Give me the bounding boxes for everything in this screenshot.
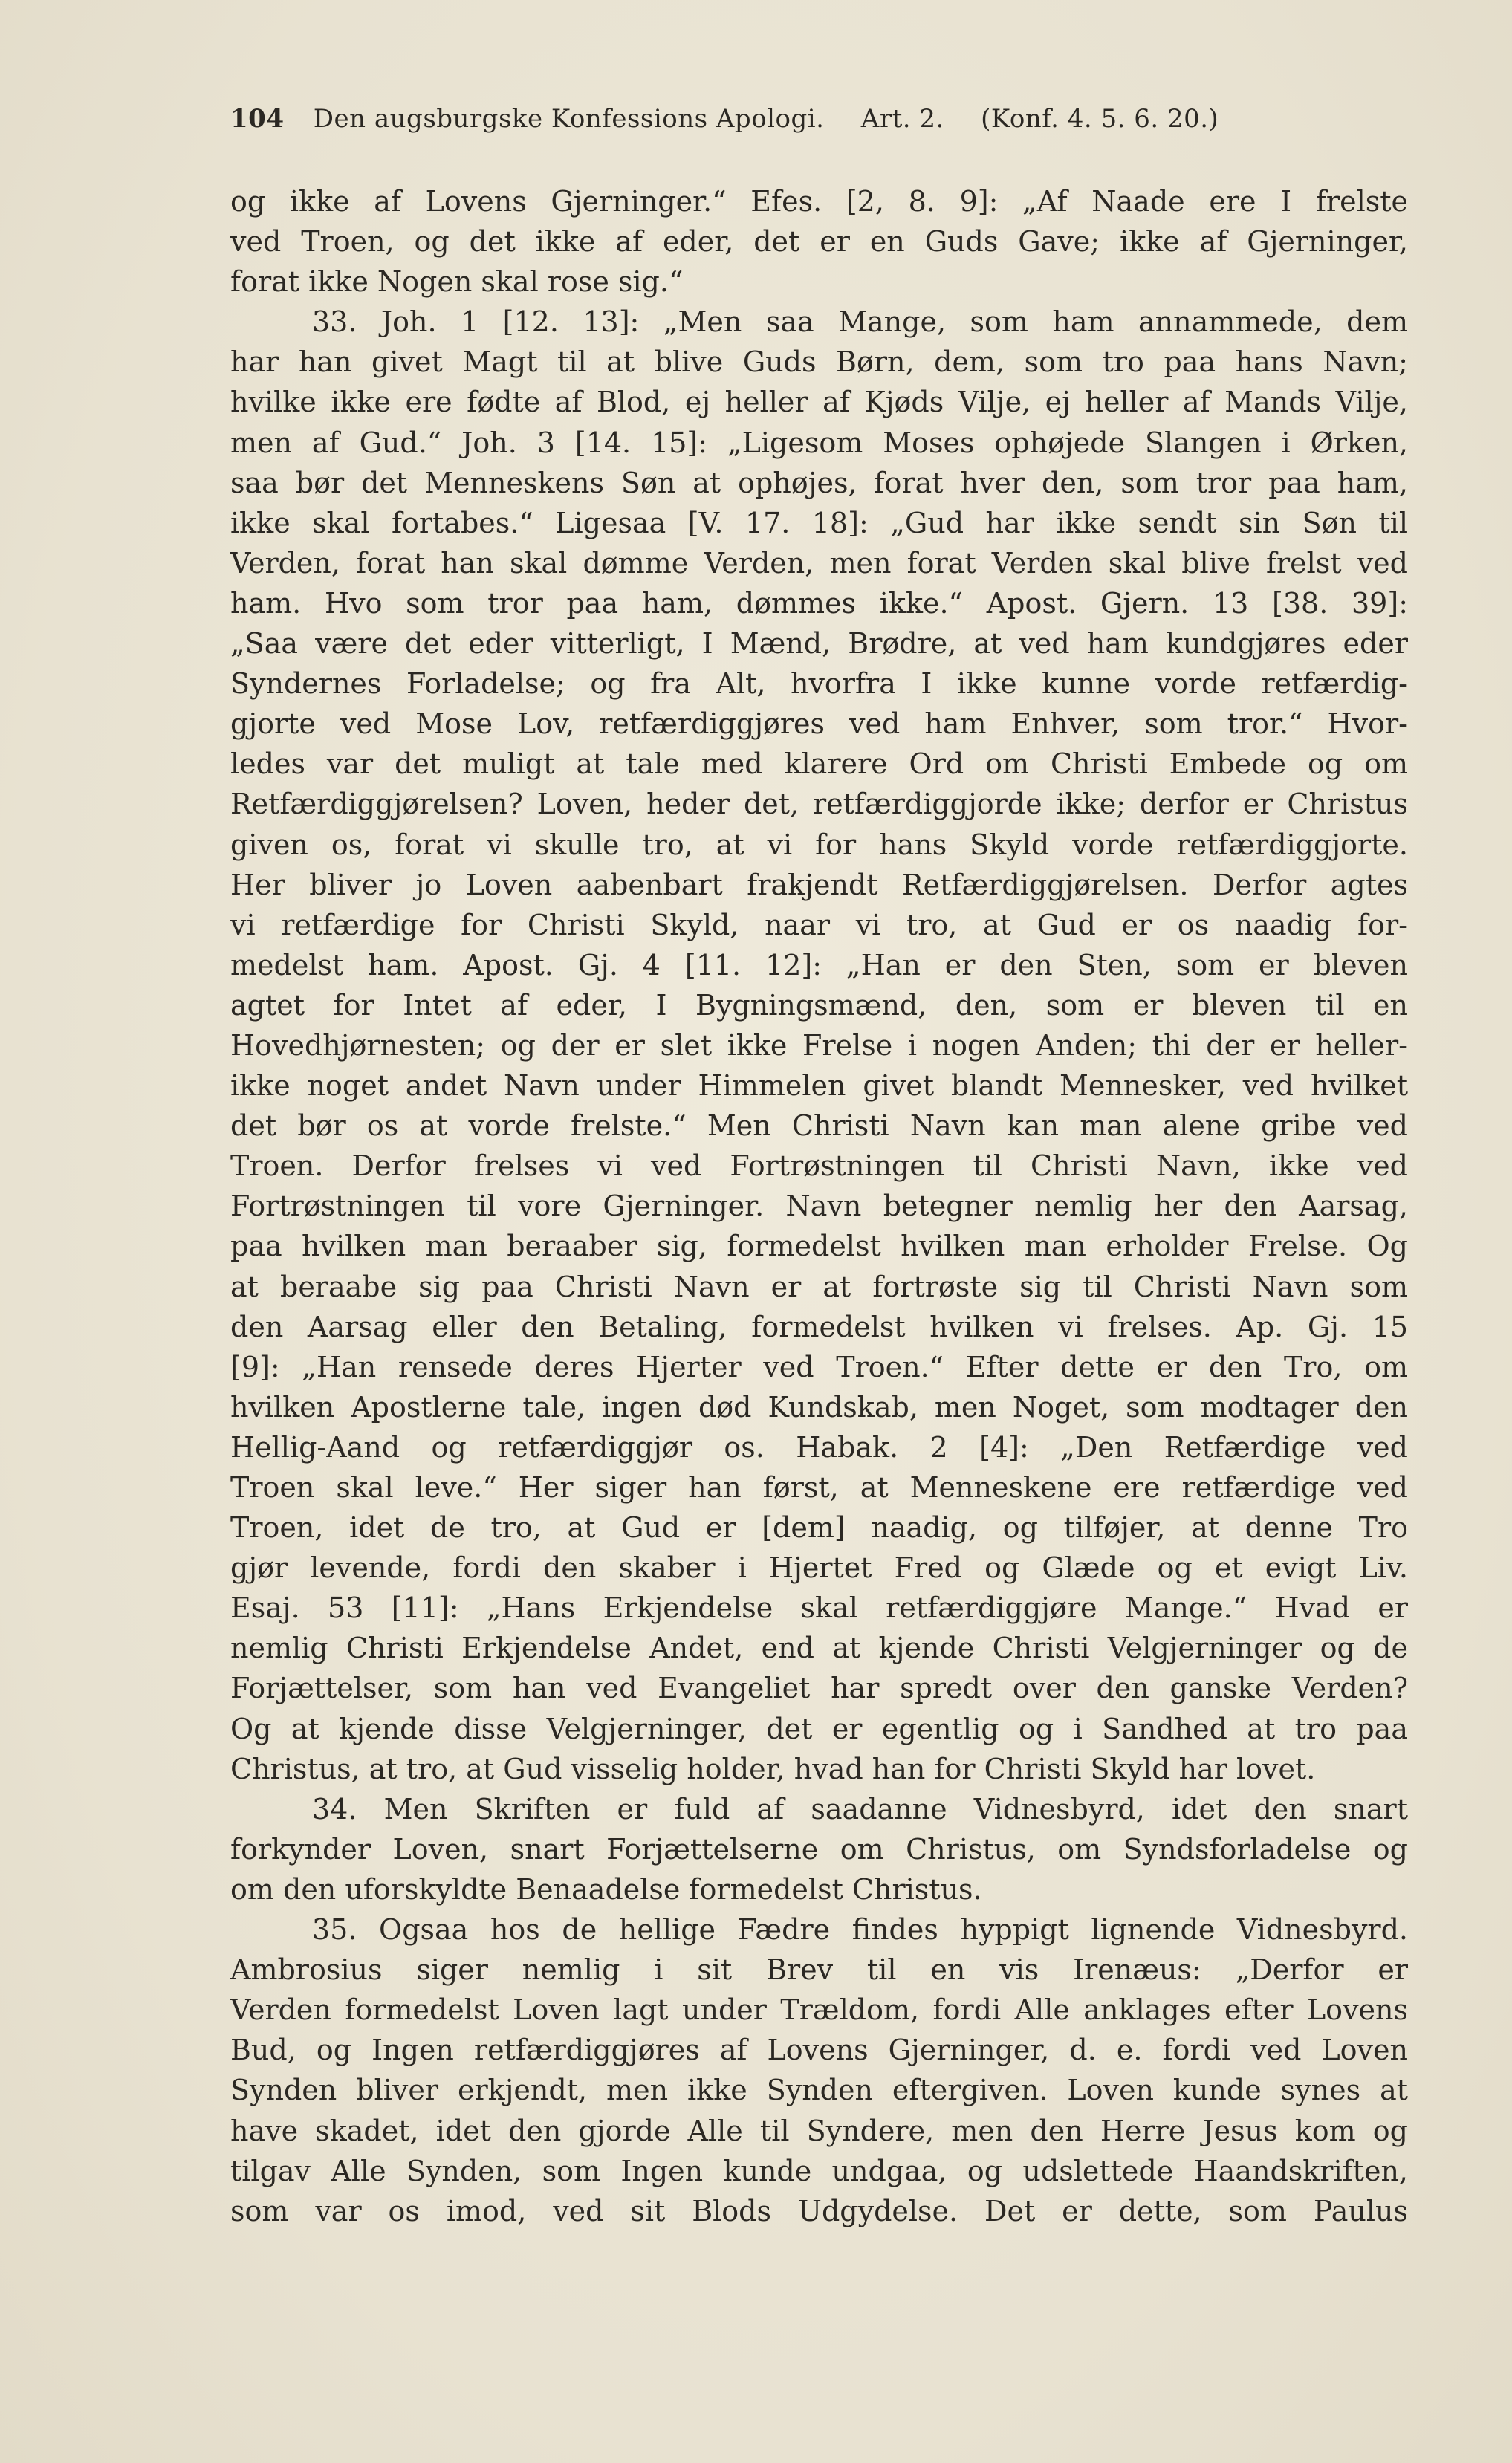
text-line: ikke noget andet Navn under Himmelen givet blandt Mennesker, ved hvilket xyxy=(230,1069,1408,1103)
text-line: paa hvilken man beraaber sig, formedelst hvilken man erholder Frelse. Og xyxy=(230,1230,1408,1263)
text-line: have skadet, idet den gjorde Alle til Syndere, men den Herre Jesus kom og xyxy=(230,2114,1408,2147)
text-line: Syndernes Forladelse; og fra Alt, hvorfra I ikke kunne vorde retfærdig- xyxy=(230,667,1408,701)
text-line: Ambrosius siger nemlig i sit Brev til en vis Irenæus: „Derfor er xyxy=(230,1953,1408,1987)
text-line: agtet for Intet af eder, I Bygningsmænd, den, som er bleven til en xyxy=(230,988,1408,1022)
text-line: given os, forat vi skulle tro, at vi for hans Skyld vorde retfærdiggjorte. xyxy=(230,828,1408,861)
text-line: Verden formedelst Loven lagt under Trældom, fordi Alle anklages efter Lovens xyxy=(230,1993,1408,2027)
text-line: saa bør det Menneskens Søn at ophøjes, forat hver den, som tror paa ham, xyxy=(230,466,1408,499)
text-line: har han givet Magt til at blive Guds Børn, dem, som tro paa hans Navn; xyxy=(230,345,1408,379)
text-line: 33. Joh. 1 [12. 13]: „Men saa Mange, som ham annammede, dem xyxy=(312,305,1408,339)
text-line: ikke skal fortabes.“ Ligesaa [V. 17. 18]: „Gud har ikke sendt sin Søn til xyxy=(230,506,1408,539)
text-line: Esaj. 53 [11]: „Hans Erkjendelse skal retfærdiggjøre Mange.“ Hvad er xyxy=(230,1591,1408,1625)
text-line: forat ikke Nogen skal rose sig.“ xyxy=(230,265,684,299)
header-article: Art. 2. xyxy=(860,104,944,134)
text-line: Synden bliver erkjendt, men ikke Synden eftergiven. Loven kunde synes at xyxy=(230,2074,1408,2107)
text-line: og ikke af Lovens Gjerninger.“ Efes. [2, 8. 9]: „Af Naade ere I frelste xyxy=(230,185,1408,218)
text-line: Troen. Derfor frelses vi ved Fortrøstningen til Christi Navn, ikke ved xyxy=(230,1149,1408,1183)
text-line: 35. Ogsaa hos de hellige Fædre findes hyppigt lignende Vidnesbyrd. xyxy=(312,1913,1408,1947)
text-line: vi retfærdige for Christi Skyld, naar vi tro, at Gud er os naadig for- xyxy=(230,908,1408,941)
text-line: den Aarsag eller den Betaling, formedelst hvilken vi frelses. Ap. Gj. 15 xyxy=(230,1310,1408,1343)
text-line: Troen skal leve.“ Her siger han først, at Menneskene ere retfærdige ved xyxy=(230,1471,1408,1504)
text-line: Troen, idet de tro, at Gud er [dem] naadig, og tilføjer, at denne Tro xyxy=(230,1511,1408,1545)
text-line: nemlig Christi Erkjendelse Andet, end at kjende Christi Velgjerninger og de xyxy=(230,1632,1408,1665)
text-line: Christus, at tro, at Gud visselig holder, hvad han for Christi Skyld har lovet. xyxy=(230,1752,1316,1785)
text-line: tilgav Alle Synden, som Ingen kunde undgaa, og udslettede Haandskriften, xyxy=(230,2154,1408,2187)
running-header xyxy=(230,104,1330,134)
text-line: 34. Men Skriften er fuld af saadanne Vidnesbyrd, idet den snart xyxy=(312,1792,1408,1826)
text-line: forkynder Loven, snart Forjættelserne om Christus, om Syndsforladelse og xyxy=(230,1832,1408,1866)
text-line: men af Gud.“ Joh. 3 [14. 15]: „Ligesom Moses ophøjede Slangen i Ørken, xyxy=(230,426,1408,459)
page-number: 104 xyxy=(230,104,285,134)
text-line: Her bliver jo Loven aabenbart frakjendt Retfærdiggjørelsen. Derfor agtes xyxy=(230,868,1408,901)
text-line: Verden, forat han skal dømme Verden, men forat Verden skal blive frelst ved xyxy=(230,546,1408,580)
text-line: om den uforskyldte Benaadelse formedelst Christus. xyxy=(230,1872,982,1906)
header-title: Den augsburgske Konfessions Apologi. xyxy=(313,104,825,134)
text-line: som var os imod, ved sit Blods Udgydelse. Det er dette, som Paulus xyxy=(230,2194,1408,2227)
text-line: [9]: „Han rensede deres Hjerter ved Troen.“ Efter dette er den Tro, om xyxy=(230,1350,1408,1383)
text-line: det bør os at vorde frelste.“ Men Christi Navn kan man alene gribe ved xyxy=(230,1109,1408,1143)
text-line: Fortrøstningen til vore Gjerninger. Navn betegner nemlig her den Aarsag, xyxy=(230,1190,1408,1223)
text-line: ham. Hvo som tror paa ham, dømmes ikke.“ Apost. Gjern. 13 [38. 39]: xyxy=(230,586,1408,620)
text-line: hvilken Apostlerne tale, ingen død Kundskab, men Noget, som modtager den xyxy=(230,1390,1408,1424)
text-line: Bud, og Ingen retfærdiggjøres af Lovens Gjerninger, d. e. fordi ved Loven xyxy=(230,2034,1408,2067)
text-line: hvilke ikke ere fødte af Blod, ej heller af Kjøds Vilje, ej heller af Mands Vilje, xyxy=(230,386,1408,419)
text-line: gjorte ved Mose Lov, retfærdiggjøres ved ham Enhver, som tror.“ Hvor- xyxy=(230,707,1408,741)
text-line: gjør levende, fordi den skaber i Hjertet Fred og Glæde og et evigt Liv. xyxy=(230,1551,1408,1585)
text-line: medelst ham. Apost. Gj. 4 [11. 12]: „Han er den Sten, som er bleven xyxy=(230,948,1408,981)
text-line: „Saa være det eder vitterligt, I Mænd, Brødre, at ved ham kundgjøres eder xyxy=(230,627,1408,661)
text-line: ved Troen, og det ikke af eder, det er en Guds Gave; ikke af Gjerninger, xyxy=(230,225,1408,259)
text-line: Hovedhjørnesten; og der er slet ikke Frelse i nogen Anden; thi der er heller- xyxy=(230,1028,1408,1062)
text-line: Og at kjende disse Velgjerninger, det er egentlig og i Sandhed at tro paa xyxy=(230,1712,1408,1745)
text-line: at beraabe sig paa Christi Navn er at fortrøste sig til Christi Navn som xyxy=(230,1270,1408,1303)
text-line: Forjættelser, som han ved Evangeliet har spredt over den ganske Verden? xyxy=(230,1672,1408,1705)
body-text xyxy=(230,181,1408,2231)
header-reference: (Konf. 4. 5. 6. 20.) xyxy=(981,104,1219,134)
text-line: Retfærdiggjørelsen? Loven, heder det, retfærdiggjorde ikke; derfor er Christus xyxy=(230,788,1408,821)
text-line: Hellig-Aand og retfærdiggjør os. Habak. 2 [4]: „Den Retfærdige ved xyxy=(230,1430,1408,1464)
text-line: ledes var det muligt at tale med klarere Ord om Christi Embede og om xyxy=(230,747,1408,781)
